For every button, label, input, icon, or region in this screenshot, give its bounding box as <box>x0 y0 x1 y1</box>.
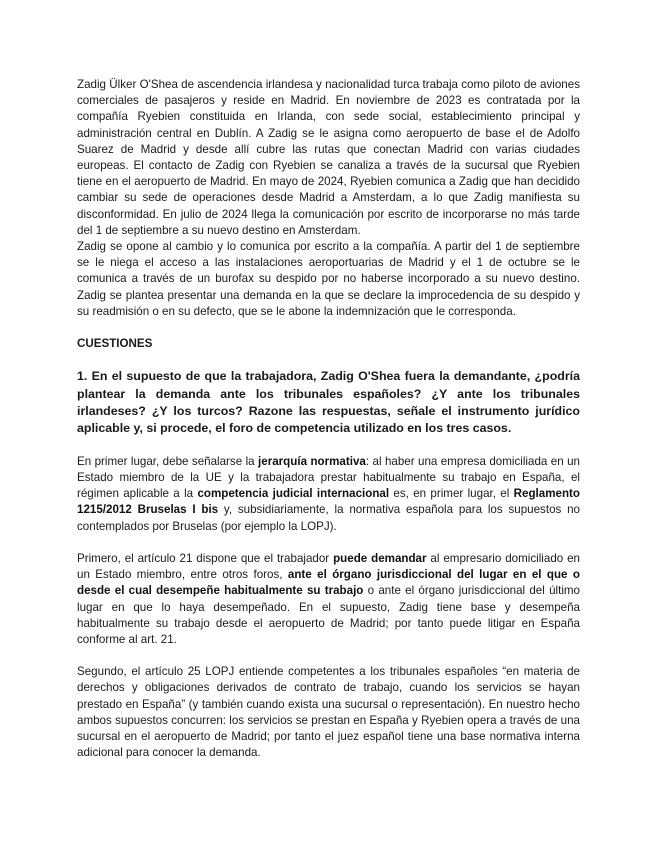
answer-2-text-3: o ante el órgano jurisdiccional del último lugar en que lo haya desempeñado. En el supuesto, Zadig tiene base y desempeña habitualmente su trabajo desde el aeropuerto de Madrid; por tanto puede litigar en España conforme al art. 21. <box>77 584 581 646</box>
spacer <box>77 320 580 336</box>
answer-1-bold-1: jerarquía normativa <box>258 454 366 468</box>
section-title: CUESTIONES <box>77 337 153 351</box>
answer-1-text-1: En primer lugar, debe señalarse la <box>77 454 259 468</box>
spacer <box>77 535 580 551</box>
answer-2-text-2: al empresario domiciliado en un Estado miembro, entre otros foros, <box>77 551 581 582</box>
intro-paragraph-1: Zadig Ülker O'Shea de ascendencia irlandesa y nacionalidad turca trabaja como piloto de aviones comerciales de pasajeros y reside en Madrid. En noviembre de 2023 es contratada por la compañía Ryebien constituida en Irlanda, con sede social, establecimiento principal y administración central en Dublín. A Zadig se le asigna como aeropuerto de base el de Adolfo Suarez de Madrid y desde allí cubre las rutas que conectan Madrid con varias ciudades europeas. El contacto de Zadig con Ryebien se canaliza a través de la sucursal que Ryebien tiene en el aeropuerto de Madrid. En mayo de 2024, Ryebien comunica a Zadig que han decidido cambiar su sede de operaciones desde Madrid a Amsterdam, a lo que Zadig manifiesta su disconformidad. En julio de 2024 llega la comunicación por escrito de incorporarse no más tarde del 1 de septiembre a su nuevo destino en Amsterdam. <box>77 78 580 237</box>
answer-2-bold-1: puede demandar <box>333 551 427 565</box>
answer-1-bold-3: Reglamento 1215/2012 Bruselas I bis <box>77 487 580 517</box>
spacer <box>77 648 580 664</box>
answer-2-bold-2: ante el órgano jurisdiccional del lugar en el que o desde el cual desempeñe habitualmente su trabajo <box>77 568 580 598</box>
intro-paragraph-2: Zadig se opone al cambio y lo comunica por escrito a la compañía. A partir del 1 de septiembre se le niega el acceso a las instalaciones aeroportuarias de Madrid y el 1 de octubre se le comunica a través de un burofax su despido por no haberse incorporado a su nuevo destino. Zadig se plantea presentar una demanda en la que se declare la improcedencia de su despido y su readmisión o en su defecto, que se le abone la indemnización que le corresponda. <box>77 240 580 318</box>
answer-paragraph-3: Segundo, el artículo 25 LOPJ entiende competentes a los tribunales españoles “en materia de derechos y obligaciones derivados de contrato de trabajo, cuando los servicios se hayan prestado en España” (y también cuando exista una sucursal o representación). En nuestro hecho ambos supuestos concurren: los servicios se prestan en España y Ryebien opera a través de una sucursal en el aeropuerto de Madrid; por tanto el juez español tiene una base normativa interna adicional para conocer la demanda. <box>77 665 580 760</box>
answer-paragraph-2 <box>77 551 580 648</box>
answer-1-text-4: y, subsidiariamente, la normativa española para los supuestos no contemplados por Bruselas (por ejemplo la LOPJ). <box>77 503 580 533</box>
answer-2-text-1: Primero, el artículo 21 dispone que el trabajador <box>77 551 334 565</box>
answer-paragraph-1 <box>77 454 580 535</box>
answer-1-text-2: : al haber una empresa domiciliada en un Estado miembro de la UE y la trabajadora prestar habitualmente su trabajo en España, el régimen aplicable a la <box>77 454 580 501</box>
question-1: 1. En el supuesto de que la trabajadora, Zadig O'Shea fuera la demandante, ¿podría plantear la demanda ante los tribunales españoles? ¿Y ante los tribunales irlandeses? ¿Y los turcos? Razone las respuestas, señale el instrumento jurídico aplicable y, si procede, el foro de competencia utilizado en los tres casos. <box>77 369 580 436</box>
spacer <box>77 352 580 368</box>
answer-1-text-3: es, en primer lugar, el <box>389 487 514 501</box>
spacer <box>77 438 580 454</box>
answer-1-bold-2: competencia judicial internacional <box>197 487 390 501</box>
